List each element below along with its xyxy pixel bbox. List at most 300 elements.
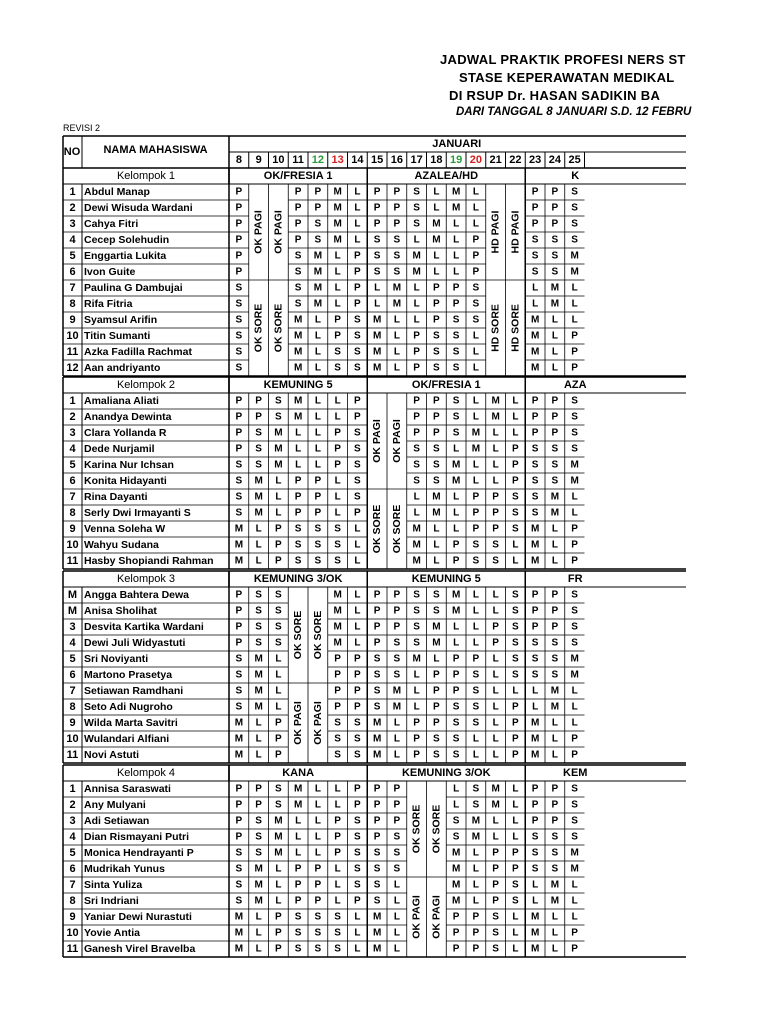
shift-code: S [294, 523, 302, 535]
shift-code: S [512, 491, 519, 503]
shift-code: S [512, 895, 519, 907]
shift-code: L [512, 911, 519, 923]
shift-code: P [512, 863, 519, 875]
shift-code: L [492, 669, 499, 681]
shift-code: P [512, 459, 519, 471]
shift-code: M [293, 411, 303, 423]
month-label: JANUARI [432, 138, 482, 150]
shift-code: S [294, 266, 302, 278]
shift-code: L [314, 799, 321, 811]
shift-code: L [512, 783, 519, 795]
shift-code: L [453, 250, 460, 262]
shift-code: S [551, 863, 559, 875]
shift-code: S [235, 879, 243, 891]
row-number: 5 [69, 847, 76, 859]
shift-code: L [512, 943, 519, 955]
shift-code: S [314, 927, 322, 939]
shift-code: S [393, 863, 401, 875]
shift-code: P [275, 539, 282, 551]
shift-code: S [551, 653, 559, 665]
shift-code: P [373, 783, 381, 795]
shift-code: S [294, 911, 302, 923]
shift-code: L [275, 653, 282, 665]
shift-code: L [453, 523, 460, 535]
shift-code: P [373, 202, 381, 214]
day-header: 20 [469, 154, 482, 166]
row-number: 2 [69, 202, 76, 214]
vertical-shift-label: OK SORE [252, 303, 265, 353]
shift-code: S [294, 298, 302, 310]
shift-code: L [354, 911, 361, 923]
shift-code: L [275, 491, 282, 503]
shift-code: L [334, 250, 341, 262]
shift-code: P [472, 927, 480, 939]
row-number: 7 [69, 491, 76, 503]
shift-code: S [413, 202, 420, 214]
student-name: Sri Indriani [84, 895, 139, 907]
row-number: 7 [69, 879, 76, 891]
shift-code: M [471, 443, 481, 455]
shift-code: L [453, 799, 460, 811]
shift-code: S [531, 491, 539, 503]
shift-code: L [393, 362, 400, 374]
shift-code: M [254, 895, 263, 907]
shift-code: L [512, 815, 519, 827]
shift-code: S [452, 330, 460, 342]
shift-code: M [274, 443, 283, 455]
shift-code: P [373, 186, 381, 198]
student-name: Cahya Fitri [84, 218, 139, 230]
shift-code: S [452, 427, 460, 439]
student-name: Rina Dayanti [84, 491, 148, 503]
row-number: 5 [69, 459, 76, 471]
shift-code: S [235, 346, 243, 358]
shift-code: L [295, 831, 302, 843]
shift-code: P [354, 282, 361, 294]
student-name: Abdul Manap [84, 186, 150, 198]
day-header: 16 [390, 154, 403, 166]
shift-code: L [571, 911, 578, 923]
student-name: Venna Soleha W [84, 523, 166, 535]
shift-code: L [492, 589, 499, 601]
shift-code: M [372, 749, 382, 761]
shift-code: S [512, 523, 519, 535]
shift-code: S [571, 395, 578, 407]
shift-code: S [531, 443, 539, 455]
shift-code: P [551, 815, 559, 827]
student-name: Anisa Sholihat [84, 605, 157, 617]
student-name: Rifa Fitria [84, 298, 133, 310]
shift-code: P [373, 621, 381, 633]
shift-code: M [550, 879, 560, 891]
shift-code: M [570, 475, 579, 487]
shift-code: P [235, 411, 243, 423]
shift-code: S [472, 799, 480, 811]
row-number: 9 [69, 314, 76, 326]
student-name: Serly Dwi Irmayanti S [84, 507, 191, 519]
shift-code: L [571, 314, 578, 326]
shift-code: S [393, 637, 401, 649]
shift-code: S [452, 733, 460, 745]
shift-code: M [451, 863, 461, 875]
shift-code: L [314, 783, 321, 795]
shift-code: P [334, 459, 341, 471]
shift-code: L [492, 831, 499, 843]
shift-code: L [512, 831, 519, 843]
shift-code: S [433, 362, 440, 374]
shift-code: P [551, 218, 559, 230]
student-name: Mudrikah Yunus [84, 863, 165, 875]
shift-code: P [551, 427, 559, 439]
shift-code: S [373, 895, 381, 907]
shift-code: L [433, 202, 440, 214]
shift-code: L [551, 911, 558, 923]
shift-code: S [314, 523, 322, 535]
shift-code: P [275, 927, 282, 939]
shift-code: M [313, 298, 323, 310]
student-name: Sri Noviyanti [84, 653, 149, 665]
shift-code: L [413, 314, 420, 326]
shift-code: L [354, 523, 361, 535]
shift-code: M [530, 733, 540, 745]
shift-code: S [314, 218, 322, 230]
shift-code: L [314, 346, 321, 358]
student-name: Wulandari Alfiani [84, 733, 170, 745]
shift-code: L [512, 555, 519, 567]
shift-code: S [571, 815, 578, 827]
shift-code: P [512, 847, 519, 859]
shift-code: M [412, 523, 421, 535]
shift-code: S [571, 621, 578, 633]
shift-code: S [512, 507, 519, 519]
shift-code: L [255, 749, 262, 761]
shift-code: S [551, 234, 559, 246]
shift-code: M [254, 491, 263, 503]
shift-code: P [294, 186, 302, 198]
shift-code: M [451, 895, 461, 907]
row-number: 8 [69, 507, 76, 519]
shift-code: L [413, 669, 420, 681]
student-name: Cecep Solehudin [84, 234, 170, 246]
shift-code: L [393, 330, 400, 342]
shift-code: L [354, 539, 361, 551]
shift-code: M [530, 330, 540, 342]
shift-code: P [531, 202, 539, 214]
shift-code: P [452, 555, 460, 567]
row-number: 6 [69, 863, 76, 875]
shift-code: M [570, 250, 579, 262]
shift-code: S [413, 443, 420, 455]
shift-code: P [294, 475, 302, 487]
day-header: 21 [489, 154, 502, 166]
shift-code: P [373, 815, 381, 827]
shift-code: L [472, 330, 479, 342]
shift-code: L [413, 701, 420, 713]
shift-code: P [314, 879, 322, 891]
shift-code: M [293, 330, 303, 342]
shift-code: S [433, 330, 440, 342]
shift-code: S [413, 637, 420, 649]
vertical-shift-label: HD PAGI [509, 210, 522, 254]
shift-code: P [571, 927, 578, 939]
shift-code: L [472, 202, 479, 214]
shift-code: L [334, 411, 341, 423]
student-name: Titin Sumanti [84, 330, 151, 342]
shift-code: S [275, 621, 282, 633]
day-header: 15 [371, 154, 384, 166]
shift-code: L [433, 653, 440, 665]
day-header: 22 [509, 154, 522, 166]
shift-code: M [570, 459, 579, 471]
student-name: Dian Rismayani Putri [84, 831, 190, 843]
group-name: Kelompok 1 [116, 170, 176, 182]
shift-code: S [354, 831, 361, 843]
shift-code: L [551, 749, 558, 761]
shift-code: L [551, 555, 558, 567]
shift-code: M [550, 507, 560, 519]
shift-code: M [550, 282, 560, 294]
shift-code: S [255, 459, 262, 471]
shift-code: P [393, 605, 401, 617]
shift-code: P [512, 475, 519, 487]
shift-code: M [333, 589, 342, 601]
shift-code: P [314, 202, 322, 214]
shift-code: L [334, 863, 341, 875]
shift-code: L [472, 847, 479, 859]
shift-code: L [354, 589, 361, 601]
shift-code: P [413, 733, 420, 745]
shift-code: P [235, 250, 243, 262]
row-number: 11 [66, 749, 79, 761]
shift-code: P [571, 523, 578, 535]
row-number: 8 [69, 701, 76, 713]
shift-code: S [354, 443, 361, 455]
shift-code: L [472, 186, 479, 198]
shift-code: L [334, 298, 341, 310]
shift-code: S [255, 605, 262, 617]
shift-code: S [571, 605, 578, 617]
shift-code: P [452, 685, 460, 697]
shift-code: P [354, 653, 361, 665]
shift-code: P [334, 815, 341, 827]
shift-code: S [531, 459, 539, 471]
shift-code: P [334, 701, 341, 713]
shift-code: M [530, 943, 540, 955]
shift-code: S [314, 943, 322, 955]
shift-code: L [472, 475, 479, 487]
shift-code: P [235, 799, 243, 811]
row-number: 12 [66, 362, 79, 374]
shift-code: S [571, 427, 578, 439]
shift-code: M [471, 815, 481, 827]
shift-code: P [275, 717, 282, 729]
shift-code: P [413, 411, 420, 423]
shift-code: L [492, 685, 499, 697]
shift-code: M [392, 282, 402, 294]
shift-code: M [234, 523, 244, 535]
shift-code: L [393, 895, 400, 907]
shift-code: P [512, 443, 519, 455]
shift-code: S [472, 783, 480, 795]
shift-code: M [333, 202, 342, 214]
shift-code: S [531, 637, 539, 649]
shift-code: S [235, 701, 243, 713]
row-number: M [67, 589, 78, 601]
shift-code: M [451, 605, 461, 617]
shift-code: P [433, 685, 440, 697]
shift-code: M [550, 895, 560, 907]
shift-code: L [354, 927, 361, 939]
shift-code: S [235, 653, 243, 665]
student-name: Novi Astuti [84, 749, 140, 761]
shift-code: P [472, 523, 480, 535]
shift-code: L [472, 895, 479, 907]
shift-code: P [531, 218, 539, 230]
row-number: 10 [66, 539, 79, 551]
shift-code: P [492, 863, 499, 875]
shift-code: S [235, 847, 243, 859]
shift-code: M [471, 831, 481, 843]
shift-code: S [354, 717, 361, 729]
shift-code: S [334, 523, 341, 535]
day-header: 14 [351, 154, 364, 166]
shift-code: L [551, 733, 558, 745]
shift-code: M [570, 669, 579, 681]
shift-code: S [492, 539, 499, 551]
shift-code: S [373, 701, 381, 713]
shift-code: M [333, 621, 342, 633]
shift-code: L [393, 314, 400, 326]
shift-code: M [372, 330, 382, 342]
shift-code: M [412, 250, 421, 262]
shift-code: M [392, 701, 402, 713]
shift-code: P [551, 621, 559, 633]
shift-code: M [530, 523, 540, 535]
shift-code: M [491, 411, 500, 423]
shift-code: M [313, 282, 323, 294]
vertical-shift-label: OK SORE [410, 804, 423, 854]
shift-code: P [294, 879, 302, 891]
shift-code: P [452, 911, 460, 923]
shift-code: P [393, 621, 401, 633]
shift-code: P [452, 669, 460, 681]
shift-code: S [334, 927, 341, 939]
shift-code: P [354, 895, 361, 907]
shift-code: S [433, 346, 440, 358]
shift-code: P [433, 314, 440, 326]
shift-code: P [294, 491, 302, 503]
shift-code: S [551, 443, 559, 455]
shift-code: P [433, 282, 440, 294]
shift-code: M [274, 427, 283, 439]
shift-code: S [235, 491, 243, 503]
shift-code: L [571, 685, 578, 697]
shift-code: L [472, 637, 479, 649]
shift-code: L [472, 411, 479, 423]
shift-code: S [373, 669, 381, 681]
shift-code: P [531, 395, 539, 407]
shift-code: P [531, 605, 539, 617]
shift-code: M [372, 733, 382, 745]
shift-code: S [334, 717, 341, 729]
shift-code: S [235, 330, 243, 342]
row-number: 11 [66, 943, 79, 955]
shift-code: M [234, 943, 244, 955]
row-number: 9 [69, 523, 76, 535]
shift-code: P [294, 895, 302, 907]
shift-code: L [275, 685, 282, 697]
shift-code: S [531, 507, 539, 519]
shift-code: L [512, 427, 519, 439]
shift-code: L [453, 218, 460, 230]
shift-code: L [492, 653, 499, 665]
shift-code: P [413, 717, 420, 729]
shift-code: L [275, 669, 282, 681]
shift-code: P [275, 749, 282, 761]
shift-code: L [472, 459, 479, 471]
shift-code: L [413, 507, 420, 519]
student-name: Ganesh Virel Bravelba [84, 943, 196, 955]
shift-code: P [354, 250, 361, 262]
shift-code: M [432, 234, 441, 246]
shift-code: M [333, 605, 342, 617]
shift-code: S [275, 799, 282, 811]
vertical-shift-label: OK PAGI [292, 701, 305, 745]
shift-code: S [235, 507, 243, 519]
shift-code: P [334, 330, 341, 342]
shift-code: L [532, 701, 539, 713]
shift-code: M [313, 250, 323, 262]
shift-code: L [571, 879, 578, 891]
row-number: 4 [69, 831, 76, 843]
shift-code: M [293, 362, 303, 374]
shift-code: P [571, 362, 578, 374]
shift-code: L [314, 362, 321, 374]
shift-code: S [512, 605, 519, 617]
shift-code: S [235, 863, 243, 875]
shift-code: S [334, 911, 341, 923]
shift-code: L [551, 523, 558, 535]
shift-code: S [571, 202, 578, 214]
shift-code: M [293, 346, 303, 358]
student-name: Martono Prasetya [84, 669, 173, 681]
shift-code: L [472, 362, 479, 374]
shift-code: P [472, 507, 480, 519]
day-header: 11 [292, 154, 304, 166]
shift-code: L [354, 234, 361, 246]
vertical-shift-label: HD SORE [489, 304, 502, 352]
shift-code: S [413, 475, 420, 487]
shift-code: S [294, 539, 302, 551]
shift-code: L [255, 555, 262, 567]
shift-code: L [275, 895, 282, 907]
shift-code: P [492, 847, 499, 859]
shift-code: P [413, 395, 420, 407]
shift-code: S [275, 589, 282, 601]
shift-code: L [354, 202, 361, 214]
day-header: 23 [529, 154, 542, 166]
shift-code: L [472, 395, 479, 407]
shift-code: P [235, 621, 243, 633]
shift-code: S [235, 669, 243, 681]
shift-code: S [373, 863, 381, 875]
row-number: 2 [69, 411, 76, 423]
shift-code: P [571, 539, 578, 551]
vertical-shift-label: OK PAGI [430, 895, 443, 939]
shift-code: P [314, 186, 322, 198]
student-name: Sinta Yuliza [84, 879, 143, 891]
shift-code: L [413, 282, 420, 294]
